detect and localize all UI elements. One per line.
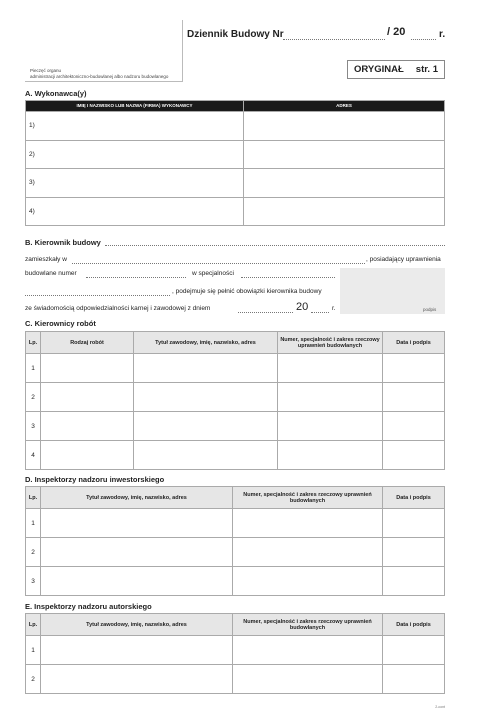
row-number: 4) — [26, 197, 244, 226]
address-cell[interactable] — [244, 140, 445, 169]
cell[interactable] — [134, 354, 278, 383]
contractors-table — [25, 100, 445, 226]
cell[interactable] — [278, 354, 383, 383]
table-row[interactable] — [26, 197, 445, 226]
diary-year-field[interactable] — [411, 39, 436, 40]
row-number: 2 — [26, 383, 41, 412]
table-row[interactable] — [26, 140, 445, 169]
cell[interactable] — [278, 383, 383, 412]
qualifications-label: , posiadający uprawnienia — [366, 256, 441, 263]
cell[interactable] — [41, 636, 233, 665]
col-license: Numer, specjalność i zakres rzeczowy uprawnień budowlanych — [278, 332, 383, 354]
cell[interactable] — [278, 412, 383, 441]
cell[interactable] — [233, 538, 383, 567]
col-lp: Lp. — [26, 614, 41, 636]
address-cell[interactable] — [244, 169, 445, 198]
cell[interactable] — [383, 665, 445, 694]
diary-number-field[interactable] — [283, 39, 385, 40]
section-e-title: E. Inspektorzy nadzoru autorskiego — [25, 602, 152, 611]
table-row[interactable] — [26, 383, 445, 412]
row-number: 2) — [26, 140, 244, 169]
start-date-field[interactable] — [238, 312, 293, 313]
signature-label: podpis — [423, 307, 437, 312]
start-year-prefix: 20 — [296, 301, 309, 313]
row-number: 1 — [26, 354, 41, 383]
diary-title: Dziennik Budowy Nr — [187, 29, 284, 40]
row-number: 1 — [26, 636, 41, 665]
row-number: 2 — [26, 538, 41, 567]
table-row[interactable] — [26, 412, 445, 441]
cell[interactable] — [383, 538, 445, 567]
col-title-name: Tytuł zawodowy, imię, nazwisko, adres — [134, 332, 278, 354]
col-contractor-name: IMIĘ I NAZWISKO LUB NAZWA (FIRMA) WYKONAWCY — [26, 101, 244, 112]
specialty-field[interactable] — [241, 277, 335, 278]
table-row[interactable] — [26, 441, 445, 470]
table-row[interactable] — [26, 538, 445, 567]
start-year-field[interactable] — [311, 312, 329, 313]
table-row[interactable] — [26, 354, 445, 383]
diary-r: r. — [439, 29, 446, 40]
cell[interactable] — [134, 412, 278, 441]
cell[interactable] — [134, 441, 278, 470]
table-row[interactable] — [26, 567, 445, 596]
address-cell[interactable] — [244, 112, 445, 141]
works-managers-table — [25, 331, 445, 470]
address-cell[interactable] — [244, 197, 445, 226]
row-number: 3 — [26, 412, 41, 441]
table-row[interactable] — [26, 636, 445, 665]
cell[interactable] — [383, 441, 445, 470]
cell[interactable] — [41, 567, 233, 596]
cell[interactable] — [233, 509, 383, 538]
specialty-continuation-field[interactable] — [25, 295, 170, 296]
table-header — [26, 101, 445, 112]
cell[interactable] — [383, 636, 445, 665]
page-number: str. 1 — [415, 64, 438, 75]
cell[interactable] — [233, 665, 383, 694]
license-number-field[interactable] — [86, 277, 186, 278]
cell[interactable] — [383, 567, 445, 596]
cell[interactable] — [41, 509, 233, 538]
cell[interactable] — [41, 538, 233, 567]
cell[interactable] — [233, 567, 383, 596]
col-contractor-address: ADRES — [244, 101, 445, 112]
table-row[interactable] — [26, 665, 445, 694]
cell[interactable] — [41, 354, 134, 383]
table-header — [26, 487, 445, 509]
stamp-caption — [30, 68, 168, 79]
row-number: 3) — [26, 169, 244, 198]
cell[interactable] — [233, 636, 383, 665]
table-row[interactable] — [26, 112, 445, 141]
duties-statement: , podejmuje się pełnić obowiązki kierownika budowy — [172, 288, 322, 295]
row-number: 1) — [26, 112, 244, 141]
stamp-line-1: Pieczęć organu — [30, 68, 62, 73]
cell[interactable] — [383, 354, 445, 383]
site-manager-name-field[interactable] — [105, 245, 445, 246]
section-d-title: D. Inspektorzy nadzoru inwestorskiego — [25, 475, 165, 484]
col-lp: Lp. — [26, 487, 41, 509]
row-number: 4 — [26, 441, 41, 470]
row-number: 2 — [26, 665, 41, 694]
author-inspectors-table — [25, 613, 445, 694]
col-license: Numer, specjalność i zakres rzeczowy uprawnień budowlanych — [233, 614, 383, 636]
cell[interactable] — [41, 383, 134, 412]
table-row[interactable] — [26, 509, 445, 538]
col-title-name: Tytuł zawodowy, imię, nazwisko, adres — [41, 487, 233, 509]
section-c-title: C. Kierownicy robót — [25, 319, 96, 328]
col-title-name: Tytuł zawodowy, imię, nazwisko, adres — [41, 614, 233, 636]
cell[interactable] — [383, 412, 445, 441]
residence-label: zamieszkały w — [25, 256, 67, 263]
responsibility-statement: ze świadomością odpowiedzialności karnej i zawodowej z dniem — [25, 305, 211, 312]
table-header — [26, 332, 445, 354]
specialty-label: w specjalności — [192, 270, 234, 277]
cell[interactable] — [41, 665, 233, 694]
cell[interactable] — [134, 383, 278, 412]
table-header — [26, 614, 445, 636]
cell[interactable] — [41, 441, 134, 470]
investor-inspectors-table — [25, 486, 445, 596]
col-lp: Lp. — [26, 332, 41, 354]
section-b-title: B. Kierownik budowy — [25, 238, 101, 247]
original-label: ORYGINAŁ — [354, 64, 404, 75]
col-license: Numer, specjalność i zakres rzeczowy uprawnień budowlanych — [233, 487, 383, 509]
section-a-title: A. Wykonawca(y) — [25, 89, 87, 98]
cell[interactable] — [278, 441, 383, 470]
cell[interactable] — [383, 383, 445, 412]
row-number: 1 — [26, 509, 41, 538]
col-date-signature: Data i podpis — [383, 487, 445, 509]
footer-code: 2-cont — [435, 705, 445, 709]
diary-year-prefix: / 20 — [387, 26, 406, 38]
start-year-r: r. — [332, 305, 336, 312]
original-badge — [347, 60, 445, 79]
col-date-signature: Data i podpis — [383, 614, 445, 636]
col-work-type: Rodzaj robót — [41, 332, 134, 354]
table-row[interactable] — [26, 169, 445, 198]
cell[interactable] — [383, 509, 445, 538]
row-number: 3 — [26, 567, 41, 596]
cell[interactable] — [41, 412, 134, 441]
col-date-signature: Data i podpis — [383, 332, 445, 354]
residence-field[interactable] — [72, 263, 365, 264]
license-number-label: budowlane numer — [25, 270, 77, 277]
stamp-line-2: administracji architektoniczno-budowlanej albo nadzoru budowlanego — [30, 73, 169, 79]
